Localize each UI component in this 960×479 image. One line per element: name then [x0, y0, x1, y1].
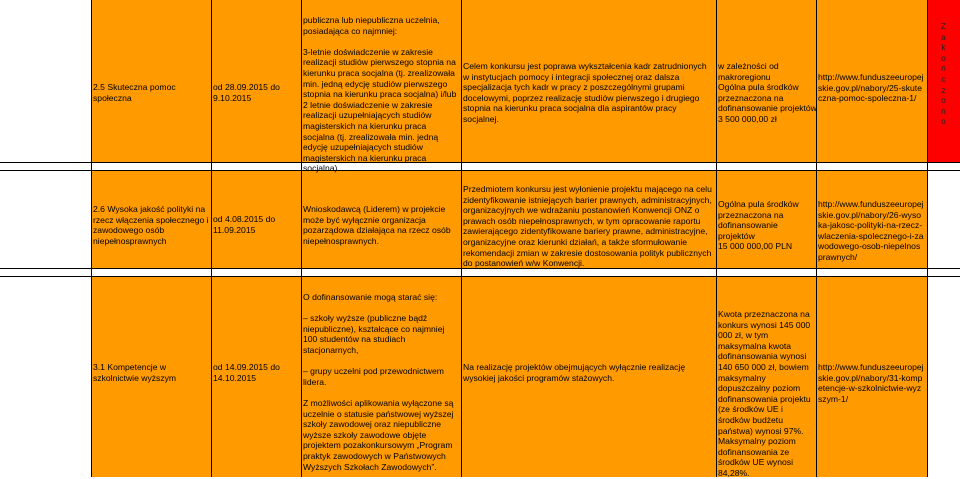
competition-link[interactable]: http://www.funduszeeuropejskie.gov.pl/nabory/31-kompetencje-w-szkolnictwie-wyzszym-1/ — [818, 362, 924, 404]
eligible-applicants: O dofinansowanie mogą starać się: – szkoły wyższe (publiczne bądź niepubliczne), kształcące co najmniej 100 studentów na studiach stacjonarnych, – grupy uczelni pod przewodnictwem lidera. Z możliwości aplikowania wyłączone są uczelnie o statusie państwowej wyższej szkoły zawodowej oraz niepubliczne wyższe szkoły zawodowe objęte projektem pozakonkursowym „Program praktyk zawodowych w Państwowych Wyższych Szkołach Zawodowych”. — [303, 292, 454, 472]
status-letter: k — [941, 43, 946, 53]
status-letter: c — [941, 74, 946, 84]
program-name: 2.6 Wysoka jakość polityki na rzecz włączenia społecznego i zawodowego osób niepełnosprawnych — [93, 204, 209, 246]
submission-period: od 28.09.2015 do 9.10.2015 — [213, 82, 280, 103]
column-separator — [211, 0, 212, 477]
submission-period: od 4.08.2015 do 11.09.2015 — [213, 214, 276, 235]
status-letter: o — [941, 53, 946, 63]
program-name: 2.5 Skuteczna pomoc społeczna — [93, 82, 176, 103]
status-letter: o — [941, 96, 946, 106]
program-name: 3.1 Kompetencje w szkolnictwie wyższym — [93, 362, 177, 383]
funding-amount: Kwota przeznaczona na konkurs wynosi 145 000 000 zł, w tym maksymalna kwota dofinansowania wynosi 140 650 000 zł, bowiem maksymalny dopuszczalny poziom dofinansowania projektu (ze środków UE i środków budżetu państwa) wynosi 97%. Maksymalny poziom dofinansowania ze środków UE wynosi 84,28%. — [718, 309, 811, 478]
competition-goal: Na realizację projektów obejmujących wyłącznie realizację wysokiej jakości programów stażowych. — [463, 362, 686, 383]
funding-amount: Ogólna pula środków przeznaczona na dofinansowanie projektów 15 000 000,00 PLN — [718, 199, 799, 252]
competition-link[interactable]: http://www.funduszeeuropejskie.gov.pl/nabory/25-skuteczna-pomoc-spoleczna-1/ — [818, 72, 924, 104]
status-letter: Z — [941, 22, 946, 31]
competition-link[interactable]: http://www.funduszeeuropejskie.gov.pl/nabory/26-wysoka-jakosc-polityki-na-rzecz-wlaczenia-spolecznego-i-zawodowego-osob-niepelnosprawnych/ — [818, 199, 924, 262]
status-vertical-text — [927, 22, 960, 128]
competition-goal: Celem konkursu jest poprawa wykształcenia kadr zatrudnionych w instytucjach pomocy i integracji społecznej oraz dalsza specjalizacja tych kadr w pracy z poszczególnymi grupami docelowymi, poprzez realizację studiów pierwszego i drugiego stopnia na kierunku praca socjalna dla aspirantów pracy socjalnej. — [463, 61, 707, 124]
status-letter: n — [941, 106, 946, 116]
status-letter: ń — [941, 64, 946, 74]
status-letter: o — [941, 117, 946, 127]
eligible-applicants: Wnioskodawcą (Liderem) w projekcie może być wyłącznie organizacja pozarządowa działająca na rzecz osób niepełnosprawnych. — [303, 204, 451, 246]
funding-amount: w zależności od makroregionu Ogólna pula środków przeznaczona na dofinansowanie projektów 3 500 000,00 zł — [718, 61, 817, 124]
eligible-applicants: publiczna lub niepubliczna uczelnia, posiadająca co najmniej: 3-letnie doświadczenie w zakresie realizacji studiów pierwszego stopnia na kierunku praca socjalna (tj. zrealizowała min. jedną edycję studiów pierwszego stopnia na kierunku praca socjalna) i/lub 2 letnie doświadczenie w zakresie realizacji uzupełniających studiów magisterskich na kierunku praca socjalna (tj. zrealizowała min. jedną edycję uzupełniających studiów magisterskich na kierunku praca socjalna). — [303, 15, 457, 174]
status-letter: a — [941, 32, 946, 42]
status-letter: z — [941, 85, 946, 95]
submission-period: od 14.09.2015 do 14.10.2015 — [213, 362, 280, 383]
competition-goal: Przedmiotem konkursu jest wyłonienie projektu mającego na celu zidentyfikowanie istniejących barier prawnych, administracyjnych, organizacyjnych we wdrażaniu postanowień Konwencji ONZ o prawach osób niepełnosprawnych, w tym opracowanie raportu zawierającego zidentyfikowane bariery prawne, administracyjne, organizacyjne oraz kierunki działań, a także sformułowanie rekomendacji zmian w zakresie dostosowania polityk publicznych do postanowień w/w Konwencji. — [463, 184, 712, 269]
